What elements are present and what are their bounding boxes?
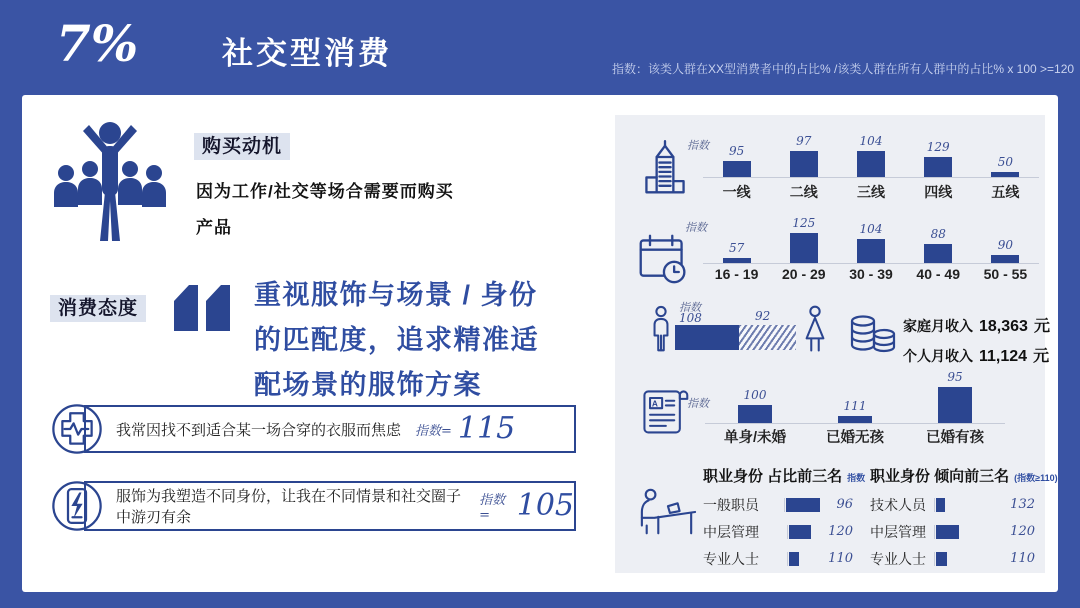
bar-column	[805, 369, 905, 423]
bar	[936, 552, 947, 566]
gender-split-bar	[675, 325, 796, 350]
bar-value: 95	[728, 144, 745, 158]
page-title: 社交型消费	[222, 36, 392, 71]
bar	[723, 161, 751, 177]
bar-value: 120	[1010, 524, 1035, 539]
bar-value: 50	[997, 155, 1014, 169]
index-axis-label: 指数	[687, 397, 709, 410]
index-label: 指数=	[479, 493, 506, 523]
quote-line: 配场景的服饰方案	[254, 370, 482, 400]
statement-text: 服饰为我塑造不同身份，让我在不同情景和社交圈子中游刃有余	[116, 488, 462, 526]
bar	[991, 255, 1019, 263]
bar	[738, 405, 772, 423]
occupation-tendency-chart	[870, 465, 1058, 572]
age-bar-chart	[703, 213, 1039, 264]
personal-income-row: 个人月收入 11,124 元	[903, 348, 1050, 365]
bar-value: 57	[728, 241, 745, 255]
city-tier-bar-chart	[703, 129, 1039, 178]
scroll-document-icon	[637, 381, 691, 446]
bar-column	[837, 129, 904, 177]
bar-column	[770, 213, 837, 263]
index-axis-label: 指数	[687, 139, 709, 152]
bar	[789, 525, 811, 539]
index-definition-note: 指数：该类人群在XX型消费者中的占比% /该类人群在所有人群中的占比% x 100 >=120	[612, 62, 1075, 76]
bar-value: 100	[743, 388, 767, 402]
bar	[723, 258, 751, 263]
bar	[857, 239, 885, 263]
bar-value: 129	[926, 140, 950, 154]
index-value: 105	[516, 488, 574, 523]
occupation-row: 中层管理 120	[703, 523, 853, 540]
bar-column	[905, 213, 972, 263]
bar	[924, 157, 952, 177]
index-axis-label: 指数	[679, 301, 701, 314]
bar	[936, 525, 959, 539]
marital-bar-chart	[705, 369, 1005, 424]
index-label: 指数=	[415, 423, 452, 439]
occupation-tendency-title: 职业身份 倾向前三名	[870, 468, 1010, 485]
coins-icon	[847, 309, 899, 368]
bar-value: 110	[828, 551, 853, 566]
female-bar-segment	[739, 325, 796, 350]
city-tier-labels: 一线 二线 三线 四线 五线	[722, 184, 1020, 200]
occupation-tendency-note: (指数≥110)	[1014, 473, 1058, 483]
bar-column	[972, 129, 1039, 177]
occupation-row: 专业人士 110	[870, 550, 1035, 567]
bar	[991, 172, 1019, 177]
marital-labels: 单身/未婚 已婚无孩 已婚有孩	[723, 430, 984, 446]
index-axis-label: 指数	[685, 221, 707, 234]
desk-person-icon	[635, 483, 699, 546]
phone-bolt-icon	[50, 479, 104, 533]
occupation-row: 中层管理 120	[870, 523, 1035, 540]
statement-box-identity	[84, 481, 576, 531]
bar-value: 132	[1010, 497, 1035, 512]
quote-line: 的匹配度，追求精准适	[254, 325, 539, 355]
bar-value: 104	[859, 222, 883, 236]
female-index-value: 92	[755, 309, 771, 323]
bar	[924, 244, 952, 263]
motivation-section-label: 购买动机	[194, 131, 290, 158]
bar	[786, 498, 820, 512]
content-card	[22, 95, 1058, 592]
bar	[936, 498, 945, 512]
quote-icon	[174, 285, 232, 333]
svg-text:A: A	[651, 398, 658, 409]
index-value: 115	[457, 411, 516, 446]
female-icon	[801, 304, 829, 361]
bar-column	[703, 213, 770, 263]
bar-value: 110	[1010, 551, 1035, 566]
male-bar-segment	[675, 325, 739, 350]
bar-value: 97	[796, 134, 812, 148]
bar	[838, 416, 872, 423]
motivation-text-line2: 产品	[196, 218, 232, 237]
bar-value: 125	[792, 216, 816, 230]
statement-box-anxiety	[84, 405, 576, 453]
bar-column	[837, 213, 904, 263]
bar-value: 111	[843, 399, 867, 413]
attitude-quote	[254, 273, 539, 408]
bar-value: 95	[947, 370, 963, 384]
occupation-row: 技术人员 132	[870, 496, 1035, 513]
demographics-panel	[615, 115, 1058, 573]
bar-column	[972, 213, 1039, 263]
bar-column	[770, 129, 837, 177]
calendar-clock-icon	[637, 231, 689, 292]
motivation-text-line1: 因为工作/社交等场合需要而购买	[196, 182, 454, 201]
bar	[790, 233, 818, 263]
bar-column	[905, 129, 972, 177]
bar-value: 96	[836, 497, 853, 512]
quote-line: 重视服饰与场景 / 身份	[254, 280, 538, 310]
attitude-section-label: 消费态度	[50, 293, 146, 320]
percent-value: 7%	[56, 14, 139, 73]
building-icon	[639, 139, 691, 206]
bar-value: 104	[859, 134, 883, 148]
occupation-share-chart	[703, 465, 866, 572]
occupation-share-title: 职业身份 占比前三名	[703, 468, 843, 485]
people-group-icon	[50, 117, 170, 243]
household-income-row: 家庭月收入 18,363 元	[903, 318, 1050, 335]
male-index-value: 108	[679, 311, 702, 325]
bar	[789, 552, 799, 566]
bar	[857, 151, 885, 177]
medical-cross-icon	[50, 402, 104, 456]
occupation-share-note: 指数	[847, 473, 866, 483]
occupation-row: 专业人士 110	[703, 550, 853, 567]
bar-column	[705, 369, 805, 423]
bar-column	[703, 129, 770, 177]
bar	[790, 151, 818, 177]
age-labels: 16 - 19 20 - 29 30 - 39 40 - 49 50 - 55	[714, 266, 1028, 282]
occupation-row: 一般职员 96	[703, 496, 853, 513]
statement-text: 我常因找不到适合某一场合穿的衣服而焦虑	[116, 421, 402, 439]
bar-column	[905, 369, 1005, 423]
bar-value: 90	[997, 238, 1014, 252]
male-icon	[649, 305, 673, 360]
bar	[938, 387, 972, 423]
bar-value: 120	[828, 524, 853, 539]
bar-value: 88	[930, 227, 946, 241]
